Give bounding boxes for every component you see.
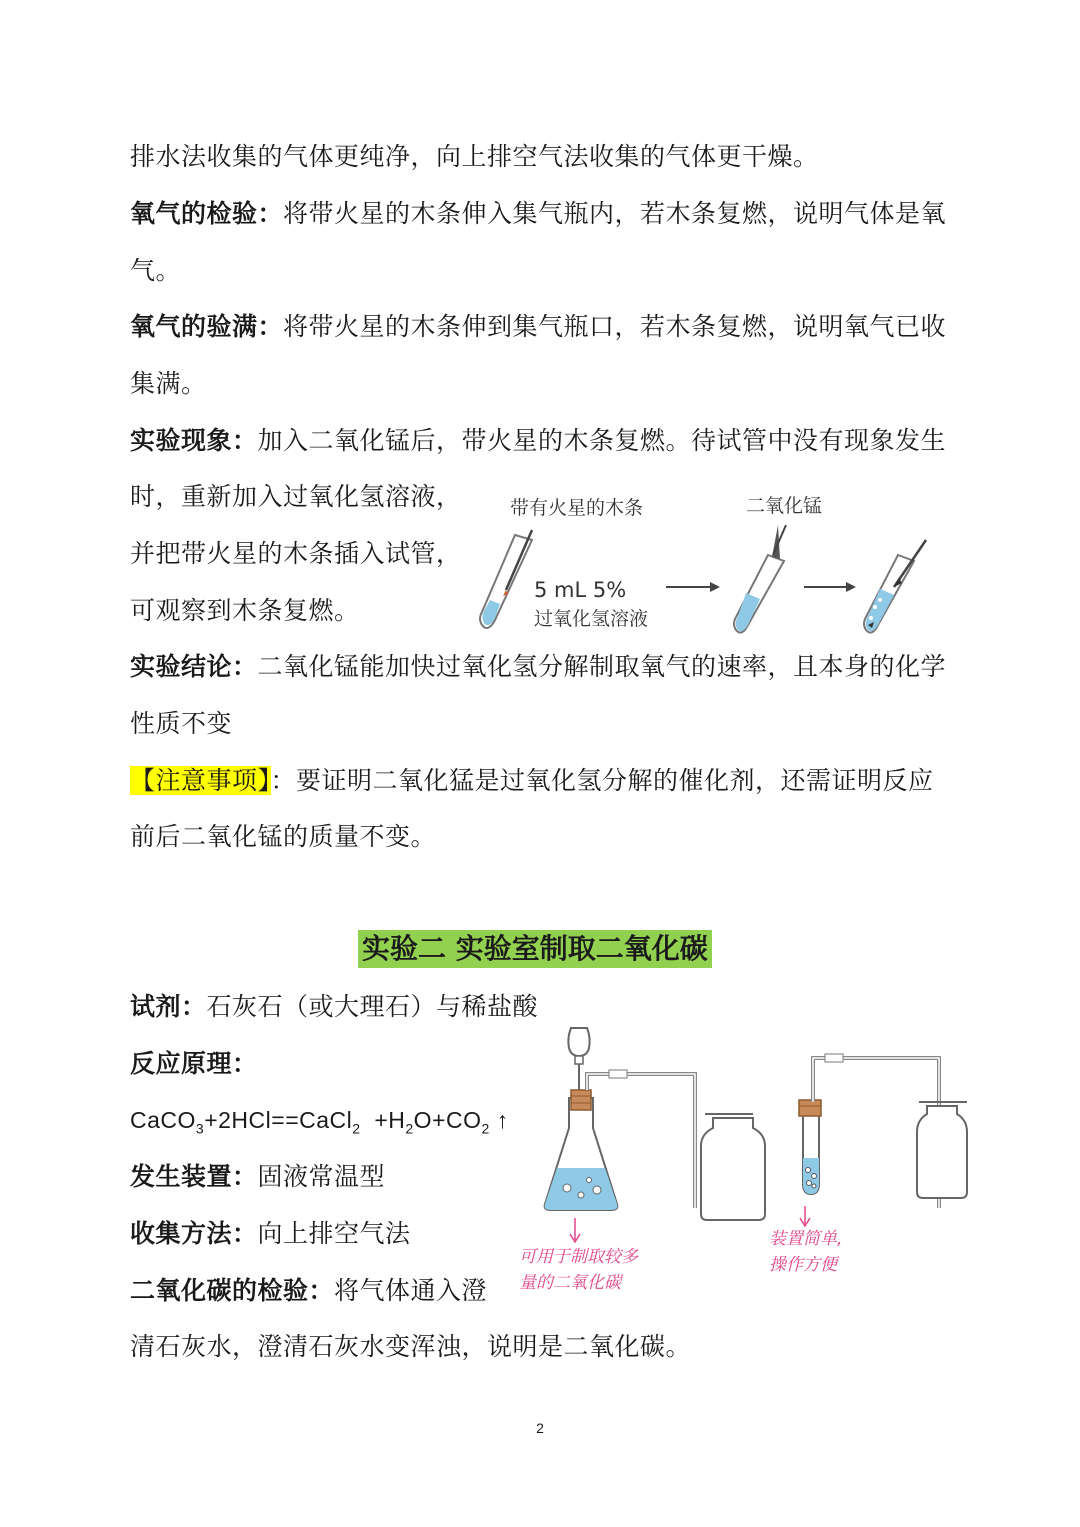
arrow-right-icon <box>666 582 720 592</box>
apparatus-text: 固液常温型 <box>257 1162 386 1191</box>
note-right-2: 操作方便 <box>769 1255 837 1275</box>
reagent-label: 试剂： <box>130 992 207 1021</box>
arrow-down-icon <box>800 1206 810 1226</box>
figure-co2-apparatus <box>505 1018 975 1308</box>
co2-test-line <box>130 1276 487 1306</box>
conclusion-text: 二氧化锰能加快过氧化氢分解制取氧气的速率，且本身的化学 <box>257 652 947 681</box>
test-tube-2 <box>734 525 786 633</box>
notice-cont: 前后二氧化锰的质量不变。 <box>130 822 437 851</box>
page-number: 2 <box>536 1420 544 1436</box>
conclusion-line <box>130 652 946 682</box>
phenomenon-l4: 可观察到木条复燃。 <box>130 596 360 625</box>
section-title: 实验二 实验室制取二氧化碳 <box>358 930 712 968</box>
oxygen-full-line <box>130 312 946 342</box>
oxygen-test-label: 氧气的检验： <box>130 199 284 228</box>
phenomenon-line <box>130 426 946 456</box>
label-splint: 带有火星的木条 <box>510 497 644 519</box>
note-left-1: 可用于制取较多 <box>519 1247 638 1267</box>
phenomenon-l2: 时，重新加入过氧化氢溶液， <box>130 482 462 511</box>
notice-label: 【注意事项】 <box>130 766 271 795</box>
principle-line <box>130 1049 258 1079</box>
reaction-equation: CaCO$_3$+2HCl==CaCl$_2$ $+H_2O+CO_2$ ↑ <box>130 1107 509 1137</box>
principle-label: 反应原理： <box>130 1049 258 1078</box>
text-line-collection: 排水法收集的气体更纯净，向上排空气法收集的气体更干燥。 <box>130 142 819 171</box>
phenomenon-l3: 并把带火星的木条插入试管， <box>130 539 462 568</box>
figure-mno2-experiment <box>470 485 950 645</box>
collect-label: 收集方法： <box>130 1219 258 1248</box>
test-tube-3 <box>864 540 926 633</box>
test-tube-1 <box>480 530 532 628</box>
arrow-right-icon <box>804 582 856 592</box>
note-left-2: 量的二氧化碳 <box>519 1273 621 1293</box>
co2-test-label: 二氧化碳的检验： <box>130 1276 335 1305</box>
phenomenon-label: 实验现象： <box>130 426 258 455</box>
notice-line <box>130 766 934 796</box>
note-right-1: 装置简单, <box>769 1229 843 1249</box>
gas-collecting-bottle-1 <box>701 1114 765 1220</box>
phenomenon-text: 加入二氧化锰后，带火星的木条复燃。待试管中没有现象发生 <box>257 426 947 455</box>
notice-text: ：要证明二氧化猛是过氧化氢分解的催化剂，还需证明反应 <box>270 766 934 795</box>
arrow-down-icon <box>570 1218 580 1242</box>
collect-line <box>130 1219 411 1249</box>
conclusion-cont: 性质不变 <box>130 709 233 738</box>
oxygen-full-cont: 集满。 <box>130 369 207 398</box>
oxygen-test-line <box>130 199 946 229</box>
conical-flask-apparatus <box>545 1028 695 1210</box>
conclusion-label: 实验结论： <box>130 652 258 681</box>
oxygen-test-text: 将带火星的木条伸入集气瓶内，若木条复燃，说明气体是氧 <box>283 199 947 228</box>
label-mno2: 二氧化锰 <box>746 495 823 517</box>
label-volume: 5 mL 5% <box>534 578 627 602</box>
oxygen-full-text: 将带火星的木条伸到集气瓶口，若木条复燃，说明氧气已收 <box>283 312 947 341</box>
reagent-line <box>130 992 538 1022</box>
reagent-text: 石灰石（或大理石）与稀盐酸 <box>206 992 539 1021</box>
co2-test-text: 将气体通入澄 <box>334 1276 488 1305</box>
label-solution: 过氧化氢溶液 <box>534 608 649 630</box>
apparatus-label: 发生装置： <box>130 1162 258 1191</box>
co2-test-cont: 清石灰水，澄清石灰水变浑浊，说明是二氧化碳。 <box>130 1332 692 1361</box>
oxygen-full-label: 氧气的验满： <box>130 312 284 341</box>
gas-collecting-bottle-2 <box>917 1102 967 1198</box>
collect-text: 向上排空气法 <box>257 1219 411 1248</box>
apparatus-line <box>130 1162 385 1192</box>
oxygen-test-cont: 气。 <box>130 256 182 285</box>
